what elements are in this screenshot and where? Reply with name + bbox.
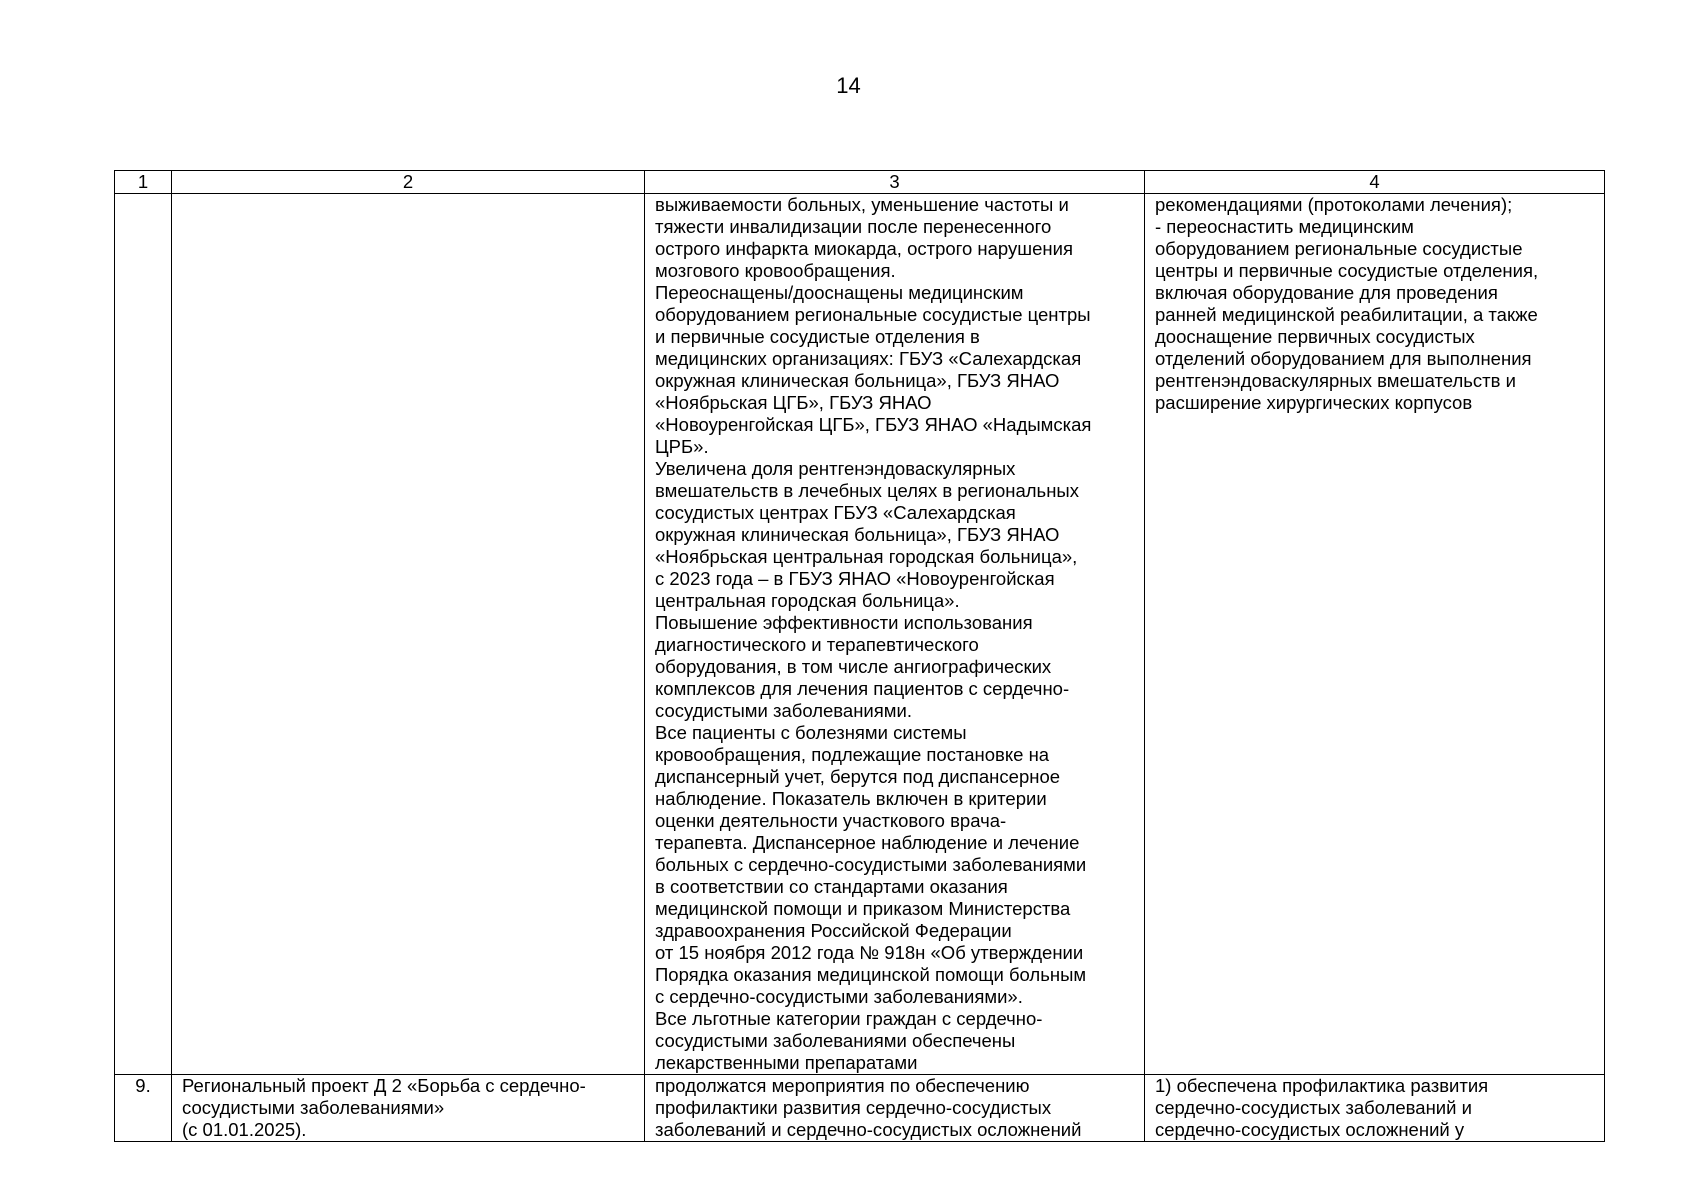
tasks-text: 1) обеспечена профилактика развития сердечно-сосудистых заболеваний и сердечно-сосудистых осложнений у xyxy=(1155,1075,1489,1140)
tasks-cell xyxy=(1145,194,1605,1075)
result-paragraph: выживаемости больных, уменьшение частоты и тяжести инвалидизации после перенесенного острого инфаркта миокарда, острого нарушения мозгового кровообращения. xyxy=(655,194,1073,281)
column-header-4: 4 xyxy=(1145,171,1605,194)
tasks-cell xyxy=(1145,1075,1605,1142)
column-header-1: 1 xyxy=(115,171,172,194)
table-row xyxy=(115,194,1605,1075)
project-name-cell xyxy=(172,1075,645,1142)
page-number: 14 xyxy=(836,73,861,98)
column-number-row xyxy=(115,171,1605,194)
result-paragraph: Увеличена доля рентгенэндоваскулярных вмешательств в лечебных целях в региональных сосудистых центрах ГБУЗ «Салехардская окружная клиническая больница», ГБУЗ ЯНАО «Ноябрьская центральная городская больница», с 2023 года – в ГБУЗ ЯНАО «Новоуренгойская центральная городская больница». xyxy=(655,458,1079,611)
row-number-cell xyxy=(115,194,172,1075)
results-cell xyxy=(645,194,1145,1075)
table-row xyxy=(115,1075,1605,1142)
project-name-cell xyxy=(172,194,645,1075)
program-table xyxy=(114,170,1605,1142)
column-header-3: 3 xyxy=(645,171,1145,194)
result-paragraph: Все льготные категории граждан с сердечно- сосудистыми заболеваниями обеспечены лекарственными препаратами xyxy=(655,1008,1043,1073)
result-paragraph: Переоснащены/дооснащены медицинским оборудованием региональные сосудистые центры и первичные сосудистые отделения в медицинских организациях: ГБУЗ «Салехардская окружная клиническая больница», ГБУЗ ЯНАО «Ноябрьская ЦГБ», ГБУЗ ЯНАО «Новоуренгойская ЦГБ», ГБУЗ ЯНАО «Надымская ЦРБ». xyxy=(655,282,1092,457)
result-paragraph: Повышение эффективности использования диагностического и терапевтического оборудования, в том числе ангиографических комплексов для лечения пациентов с сердечно- сосудистыми заболеваниями. xyxy=(655,612,1070,721)
result-paragraph: Все пациенты с болезнями системы кровообращения, подлежащие постановке на диспансерный учет, берутся под диспансерное наблюдение. Показатель включен в критерии оценки деятельности участкового врача- терапевта. Диспансерное наблюдение и лечение больных с сердечно-сосудистыми заболеваниями в соответствии со стандартами оказания медицинской помощи и приказом Министерства здравоохранения Российской Федерации от 15 ноября 2012 года № 918н «Об утверждении Порядка оказания медицинской помощи больным с сердечно-сосудистыми заболеваниями». xyxy=(655,722,1087,1007)
project-name: Региональный проект Д 2 «Борьба с сердечно- сосудистыми заболеваниями» (с 01.01.2025). xyxy=(182,1075,586,1140)
row-number-cell: 9. xyxy=(115,1075,172,1142)
result-paragraph: продолжатся мероприятия по обеспечению профилактики развития сердечно-сосудистых заболеваний и сердечно-сосудистых осложнений xyxy=(655,1075,1082,1140)
tasks-text: рекомендациями (протоколами лечения); - переоснастить медицинским оборудованием региональные сосудистые центры и первичные сосудистые отделения, включая оборудование для проведения ранней медицинской реабилитации, а также дооснащение первичных сосудистых отделений оборудованием для выполнения рентгенэндоваскулярных вмешательств и расширение хирургических корпусов xyxy=(1155,194,1539,413)
column-header-2: 2 xyxy=(172,171,645,194)
results-cell xyxy=(645,1075,1145,1142)
